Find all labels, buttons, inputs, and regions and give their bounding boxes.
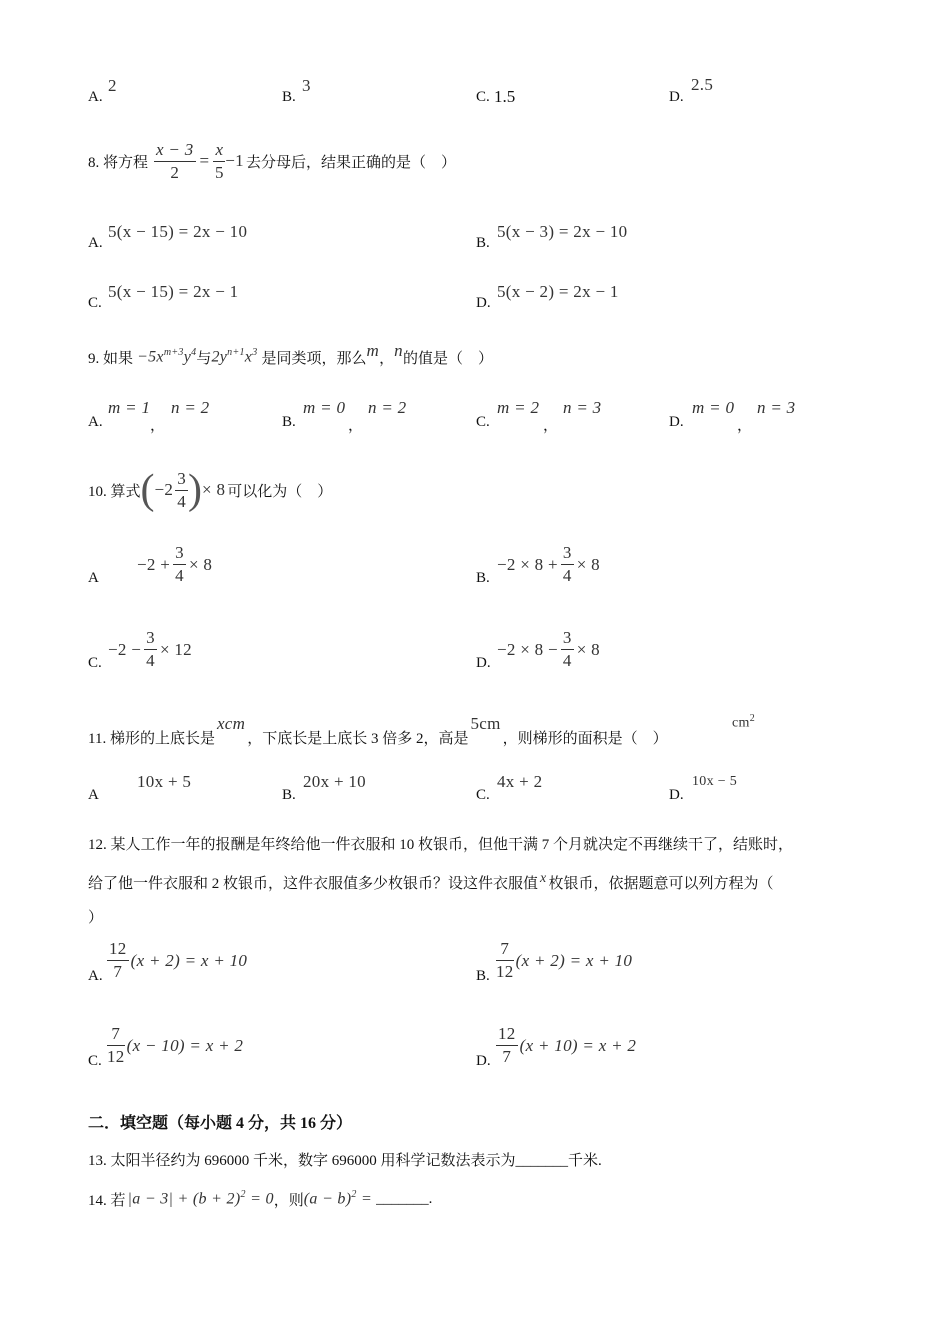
- q9-term1-base: −5x: [137, 348, 164, 366]
- q9-term2-base: 2y: [211, 348, 228, 366]
- q12-var-x: x: [540, 871, 547, 886]
- q9-option-c-m: m = 2: [497, 398, 540, 417]
- q12-b-num: 7: [496, 938, 514, 961]
- q10-stem: [88, 460, 332, 520]
- q10-option-a-label: A: [88, 570, 99, 586]
- q12-d-fraction: [496, 1023, 518, 1068]
- q14-expr1-tail: = 0: [245, 1190, 274, 1208]
- q8-fraction-2: [213, 139, 225, 184]
- q9-stem: [88, 340, 493, 374]
- q10-option-c-value: [108, 627, 192, 672]
- q10-a-pre: −2 +: [137, 554, 171, 574]
- q12-option-c-value: [107, 1023, 243, 1068]
- q10-c-num: 3: [144, 627, 157, 650]
- q11-option-d-value: 10x − 5: [692, 774, 737, 789]
- q10-b-post: × 8: [576, 554, 600, 574]
- q14-expr2-exp: 2: [351, 1189, 357, 1201]
- q7-option-c-value: 1.5: [494, 87, 516, 106]
- q9-var-n: n: [394, 341, 403, 360]
- q11-unit: [732, 713, 755, 732]
- q8-option-c-value: 5(x − 15) = 2x − 1: [108, 282, 239, 301]
- q9-option-a-n: n = 2: [171, 398, 210, 417]
- q9-option-c-n: n = 3: [563, 398, 602, 417]
- q11-var-x: [217, 714, 245, 734]
- q8-option-a-value: 5(x − 15) = 2x − 10: [108, 222, 248, 241]
- q14-number: 14. 若: [88, 1192, 126, 1209]
- q10-b-fraction: [561, 542, 574, 587]
- q9-stem-mid: 是同类项，那么: [261, 350, 367, 367]
- q7-option-a-label: A.: [88, 89, 103, 105]
- q9-term-2: [211, 347, 257, 366]
- q9-option-d-label: D.: [669, 414, 684, 430]
- q12-a-fraction: [107, 938, 129, 983]
- q10-option-d-value: [497, 627, 600, 672]
- q8-option-d-label: D.: [476, 295, 491, 311]
- q9-term1-exp: m+3: [163, 347, 184, 359]
- q11-option-b-value: 20x + 10: [303, 772, 366, 791]
- q10-option-b-value: [497, 542, 600, 587]
- q14-expr1-exp: 2: [240, 1189, 246, 1201]
- q11-stem-mid: ，下底长是上底长 3 倍多 2，高是: [247, 731, 469, 747]
- q9-term2-x: x: [244, 348, 253, 366]
- q12-d-den: 7: [502, 1047, 512, 1066]
- q8-option-d-value: 5(x − 2) = 2x − 1: [497, 282, 619, 301]
- q9-term2-exp: n+1: [227, 347, 245, 359]
- q10-option-d-label: D.: [476, 655, 491, 671]
- q10-a-fraction: [173, 542, 186, 587]
- q14-answer-blank: _______.: [376, 1190, 433, 1207]
- q8-number: 8. 将方程: [88, 154, 149, 171]
- q11-number: 11. 梯形的上底长是: [88, 731, 215, 747]
- q11-unit-text: cm: [732, 715, 750, 731]
- q12-option-b-label: B.: [476, 968, 490, 984]
- q12-option-a-value: [107, 938, 247, 983]
- q14-stem: [88, 1182, 432, 1216]
- q10-right-paren-icon: ): [188, 467, 203, 513]
- q12-a-num: 12: [107, 938, 129, 961]
- q8-option-b-value: 5(x − 3) = 2x − 10: [497, 222, 628, 241]
- q8-option-c-label: C.: [88, 295, 102, 311]
- q10-d-num: 3: [561, 627, 574, 650]
- q10-frac-den: 4: [177, 491, 187, 511]
- q9-option-a-m: m = 1: [108, 398, 151, 417]
- q8-option-a-label: A.: [88, 235, 103, 251]
- q9-term2-x-exp: 3: [252, 347, 258, 359]
- q10-a-num: 3: [173, 542, 186, 565]
- q10-b-pre: −2 × 8 +: [497, 554, 558, 574]
- q11-var-x-text: xcm: [216, 714, 246, 733]
- q11-option-a-value: 10x + 5: [137, 772, 192, 791]
- q11-stem: [88, 714, 668, 748]
- q14-expr-1: [128, 1189, 274, 1208]
- q9-option-b-m: m = 0: [303, 398, 346, 417]
- q14-expr2-tail: =: [356, 1190, 373, 1208]
- q9-var-m: m: [366, 341, 380, 360]
- q12-line2-b: 枚银币，依据题意可以列方程为（: [548, 876, 774, 892]
- q9-option-d-m: m = 0: [692, 398, 735, 417]
- section-2-title: 二．填空题（每小题 4 分，共 16 分）: [88, 1115, 353, 1132]
- q12-line-1: 12. 某人工作一年的报酬是年终给他一件衣服和 10 枚银币，但他干满 7 个月就决定不再继续干了，结账时，: [88, 837, 794, 853]
- q9-option-b-comma: ，: [348, 418, 364, 434]
- q12-b-fraction: [496, 938, 514, 983]
- q12-c-num: 7: [107, 1023, 125, 1046]
- q7-option-c-label: C.: [476, 89, 490, 105]
- q10-b-den: 4: [562, 566, 572, 585]
- q9-option-c-label: C.: [476, 414, 490, 430]
- q12-d-post: (x + 10) = x + 2: [519, 1035, 637, 1055]
- q9-term-1: [137, 347, 196, 366]
- q9-comma: ，: [379, 350, 395, 367]
- q12-option-c-label: C.: [88, 1053, 102, 1069]
- q10-c-pre: −2 −: [108, 639, 142, 659]
- q12-option-d-value: [496, 1023, 636, 1068]
- q10-b-num: 3: [561, 542, 574, 565]
- q10-c-den: 4: [146, 651, 155, 670]
- q12-a-post: (x + 2) = x + 10: [130, 950, 248, 970]
- q9-stem-tail: 的值是（ ）: [402, 350, 493, 367]
- q9-option-c-comma: ，: [543, 418, 559, 434]
- q12-d-num: 12: [496, 1023, 518, 1046]
- q12-b-den: 12: [496, 962, 514, 981]
- q10-option-c-label: C.: [88, 655, 102, 671]
- q12-c-fraction: [107, 1023, 125, 1068]
- q12-c-post: (x − 10) = x + 2: [126, 1035, 244, 1055]
- q10-c-post: × 12: [159, 639, 192, 659]
- q8-frac1-den: 2: [170, 162, 180, 182]
- q12-option-b-value: [496, 938, 632, 983]
- q10-d-fraction: [561, 627, 574, 672]
- q11-stem-tail: ，则梯形的面积是（ ）: [502, 731, 668, 747]
- q11-unit-exp: 2: [749, 713, 756, 724]
- q10-option-b-label: B.: [476, 570, 490, 586]
- q12-a-den: 7: [113, 962, 123, 981]
- q8-frac2-num: x: [213, 139, 225, 162]
- q8-option-b-label: B.: [476, 235, 490, 251]
- q9-option-d-n: n = 3: [757, 398, 796, 417]
- q11-option-c-value: 4x + 2: [497, 772, 543, 791]
- q9-term1-y: y: [183, 348, 192, 366]
- q8-minus-one: −1: [225, 151, 244, 170]
- q10-d-pre: −2 × 8 −: [497, 639, 558, 659]
- q10-left-paren-icon: (: [140, 467, 155, 513]
- q9-term1-y-exp: 4: [191, 347, 197, 359]
- q9-option-b-label: B.: [282, 414, 296, 430]
- q14-expr2-main: (a − b): [303, 1190, 352, 1208]
- q12-option-d-label: D.: [476, 1053, 491, 1069]
- q10-times-8: × 8: [202, 480, 226, 499]
- q10-a-den: 4: [175, 566, 184, 585]
- q10-d-den: 4: [562, 651, 572, 670]
- q14-stem-mid: ，则: [273, 1192, 304, 1209]
- q8-frac2-den: 5: [214, 162, 224, 182]
- q10-frac-num: 3: [175, 468, 188, 491]
- q9-and: 与: [196, 350, 212, 367]
- q8-frac1-num: x − 3: [154, 139, 196, 162]
- q9-option-d-comma: ，: [737, 418, 753, 434]
- q10-number: 10. 算式: [88, 483, 141, 500]
- q8-equals: =: [199, 151, 210, 170]
- q14-expr1-main: |a − 3| + (b + 2): [127, 1190, 241, 1208]
- q8-fraction-1: [154, 139, 196, 184]
- q7-option-d-value: 2.5: [691, 75, 714, 94]
- q8-stem: [88, 136, 456, 186]
- q9-number: 9. 如果: [88, 350, 134, 367]
- q10-fraction: [175, 468, 188, 513]
- q10-stem-tail: 可以化为（ ）: [227, 483, 333, 500]
- q7-option-d-label: D.: [669, 89, 684, 105]
- q10-whole: −2: [154, 480, 174, 499]
- q10-a-post: × 8: [188, 554, 213, 574]
- q14-expr-2: [304, 1189, 372, 1208]
- q11-option-c-label: C.: [476, 787, 490, 803]
- q9-option-a-comma: ，: [150, 418, 166, 434]
- q7-option-a-value: 2: [108, 76, 117, 95]
- q13-text: 13. 太阳半径约为 696000 千米，数字 696000 用科学记数法表示为_______千米.: [88, 1153, 602, 1169]
- q7-option-b-label: B.: [282, 89, 296, 105]
- q11-option-a-label: A: [88, 787, 99, 803]
- q12-line-3: ）: [88, 910, 104, 926]
- q11-option-d-label: D.: [669, 787, 684, 803]
- q10-d-post: × 8: [576, 639, 600, 659]
- q8-stem-tail: 去分母后，结果正确的是（ ）: [245, 154, 456, 171]
- q9-option-b-n: n = 2: [368, 398, 407, 417]
- q12-line-2: [88, 872, 774, 893]
- q10-c-fraction: [144, 627, 157, 672]
- q12-c-den: 12: [107, 1047, 125, 1066]
- q10-option-a-value: [137, 542, 212, 587]
- q11-option-b-label: B.: [282, 787, 296, 803]
- q12-option-a-label: A.: [88, 968, 103, 984]
- q9-option-a-label: A.: [88, 414, 103, 430]
- q11-height-value: 5cm: [470, 714, 501, 733]
- q7-option-b-value: 3: [302, 76, 311, 95]
- q12-b-post: (x + 2) = x + 10: [515, 950, 633, 970]
- q12-line2-a: 给了他一件衣服和 2 枚银币，这件衣服值多少枚银币？设这件衣服值: [88, 876, 539, 892]
